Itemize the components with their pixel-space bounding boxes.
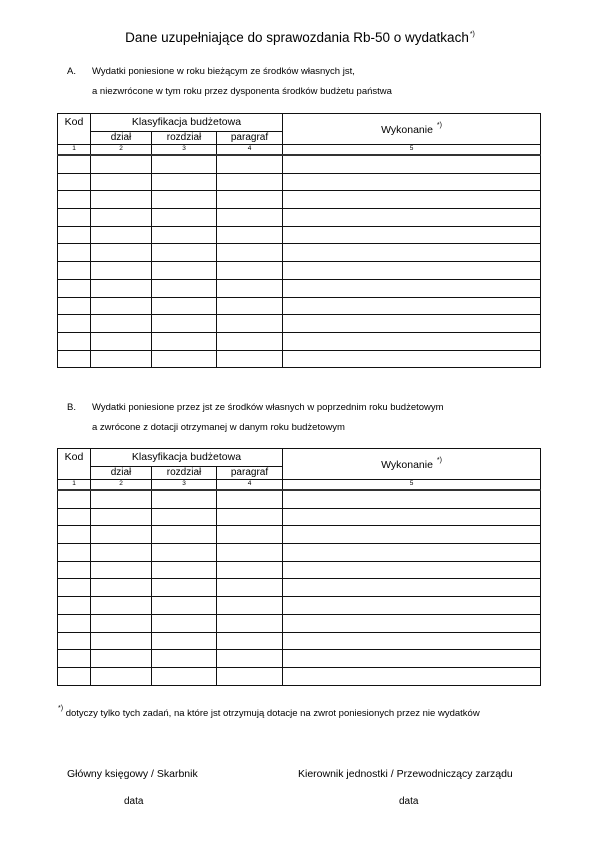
document-title-text: Dane uzupełniające do sprawozdania Rb-50 o wydatkach: [125, 30, 469, 45]
cell-paragraf[interactable]: [217, 332, 283, 350]
cell-paragraf[interactable]: [217, 350, 283, 368]
table-row: [58, 561, 541, 579]
cell-kod[interactable]: [58, 332, 91, 350]
header-dzial: dział: [91, 132, 152, 145]
table-row: [58, 614, 541, 632]
cell-rozdzial[interactable]: [152, 297, 217, 315]
cell-paragraf[interactable]: [217, 279, 283, 297]
cell-kod[interactable]: [58, 667, 91, 685]
table-row: [58, 508, 541, 526]
col-number-5: 5: [283, 480, 541, 491]
signature-left-role: Główny księgowy / Skarbnik: [67, 768, 198, 780]
cell-kod[interactable]: [58, 490, 91, 508]
table-row: [58, 544, 541, 562]
cell-wykonanie[interactable]: [283, 155, 541, 173]
cell-kod[interactable]: [58, 526, 91, 544]
cell-paragraf[interactable]: [217, 614, 283, 632]
cell-kod[interactable]: [58, 226, 91, 244]
cell-wykonanie[interactable]: [283, 226, 541, 244]
header-wykonanie-label: Wykonanie: [381, 459, 433, 472]
section-a-heading: [67, 62, 392, 102]
cell-dzial[interactable]: [91, 209, 152, 227]
cell-wykonanie[interactable]: [283, 244, 541, 262]
cell-dzial[interactable]: [91, 597, 152, 615]
document-title: [0, 30, 600, 45]
cell-dzial[interactable]: [91, 526, 152, 544]
section-b-heading: [67, 398, 444, 438]
col-number-5: 5: [283, 145, 541, 156]
table-row: [58, 526, 541, 544]
cell-kod[interactable]: [58, 244, 91, 262]
signature-right-date: data: [399, 796, 419, 807]
cell-kod[interactable]: [58, 561, 91, 579]
cell-kod[interactable]: [58, 315, 91, 333]
cell-kod[interactable]: [58, 579, 91, 597]
section-b-letter: B.: [67, 402, 76, 413]
cell-rozdzial[interactable]: [152, 209, 217, 227]
cell-wykonanie[interactable]: [283, 209, 541, 227]
footnote: [57, 705, 480, 719]
cell-paragraf[interactable]: [217, 191, 283, 209]
table-b: [57, 448, 541, 686]
cell-rozdzial[interactable]: [152, 544, 217, 562]
cell-dzial[interactable]: [91, 544, 152, 562]
cell-paragraf[interactable]: [217, 526, 283, 544]
cell-wykonanie[interactable]: [283, 279, 541, 297]
cell-dzial[interactable]: [91, 244, 152, 262]
cell-kod[interactable]: [58, 508, 91, 526]
table-row: [58, 490, 541, 508]
header-kod: Kod: [58, 114, 91, 145]
cell-dzial[interactable]: [91, 350, 152, 368]
cell-paragraf[interactable]: [217, 155, 283, 173]
cell-rozdzial[interactable]: [152, 526, 217, 544]
cell-dzial[interactable]: [91, 490, 152, 508]
cell-kod[interactable]: [58, 209, 91, 227]
cell-wykonanie[interactable]: [283, 262, 541, 280]
col-number-3: 3: [152, 145, 217, 156]
cell-rozdzial[interactable]: [152, 490, 217, 508]
cell-kod[interactable]: [58, 262, 91, 280]
cell-dzial[interactable]: [91, 155, 152, 173]
cell-wykonanie[interactable]: [283, 297, 541, 315]
table-row: [58, 350, 541, 368]
cell-dzial[interactable]: [91, 579, 152, 597]
section-b-line2: a zwrócone z dotacji otrzymanej w danym roku budżetowym: [92, 422, 345, 433]
cell-kod[interactable]: [58, 191, 91, 209]
header-rozdzial: rozdział: [152, 467, 217, 480]
cell-wykonanie[interactable]: [283, 173, 541, 191]
cell-wykonanie[interactable]: [283, 579, 541, 597]
cell-rozdzial[interactable]: [152, 226, 217, 244]
col-number-2: 2: [91, 145, 152, 156]
cell-rozdzial[interactable]: [152, 579, 217, 597]
cell-paragraf[interactable]: [217, 262, 283, 280]
cell-dzial[interactable]: [91, 297, 152, 315]
cell-paragraf[interactable]: [217, 244, 283, 262]
cell-wykonanie[interactable]: [283, 650, 541, 668]
cell-rozdzial[interactable]: [152, 173, 217, 191]
table-row: [58, 579, 541, 597]
table-row: [58, 667, 541, 685]
col-number-1: 1: [58, 145, 91, 156]
cell-kod[interactable]: [58, 173, 91, 191]
cell-rozdzial[interactable]: [152, 262, 217, 280]
table-row: [58, 332, 541, 350]
cell-dzial[interactable]: [91, 632, 152, 650]
cell-rozdzial[interactable]: [152, 667, 217, 685]
cell-rozdzial[interactable]: [152, 597, 217, 615]
cell-wykonanie[interactable]: [283, 508, 541, 526]
table-row: [58, 226, 541, 244]
cell-paragraf[interactable]: [217, 209, 283, 227]
cell-kod[interactable]: [58, 614, 91, 632]
cell-rozdzial[interactable]: [152, 614, 217, 632]
section-a-line2: a niezwrócone w tym roku przez dysponenta środków budżetu państwa: [92, 86, 392, 97]
cell-kod[interactable]: [58, 350, 91, 368]
table-row: [58, 597, 541, 615]
cell-rozdzial[interactable]: [152, 279, 217, 297]
cell-wykonanie[interactable]: [283, 350, 541, 368]
cell-paragraf[interactable]: [217, 597, 283, 615]
cell-rozdzial[interactable]: [152, 650, 217, 668]
col-number-3: 3: [152, 480, 217, 491]
table-b-body: [58, 490, 541, 685]
cell-paragraf[interactable]: [217, 544, 283, 562]
table-row: [58, 279, 541, 297]
table-a: [57, 113, 541, 368]
table-row: [58, 244, 541, 262]
cell-wykonanie[interactable]: [283, 597, 541, 615]
cell-dzial[interactable]: [91, 173, 152, 191]
cell-wykonanie[interactable]: [283, 667, 541, 685]
table-row: [58, 650, 541, 668]
table-row: [58, 297, 541, 315]
section-a-line1: Wydatki poniesione w roku bieżącym ze środków własnych jst,: [92, 66, 355, 77]
table-row: [58, 173, 541, 191]
cell-wykonanie[interactable]: [283, 632, 541, 650]
cell-wykonanie[interactable]: [283, 544, 541, 562]
table-row: [58, 262, 541, 280]
cell-paragraf[interactable]: [217, 297, 283, 315]
cell-rozdzial[interactable]: [152, 332, 217, 350]
cell-dzial[interactable]: [91, 191, 152, 209]
cell-rozdzial[interactable]: [152, 244, 217, 262]
table-row: [58, 315, 541, 333]
cell-dzial[interactable]: [91, 667, 152, 685]
header-paragraf: paragraf: [217, 467, 283, 480]
signature-right-role: Kierownik jednostki / Przewodniczący zarządu: [298, 768, 513, 780]
cell-dzial[interactable]: [91, 614, 152, 632]
cell-paragraf[interactable]: [217, 226, 283, 244]
signature-left-date: data: [124, 796, 144, 807]
footnote-marker: *): [58, 705, 64, 712]
cell-dzial[interactable]: [91, 561, 152, 579]
cell-rozdzial[interactable]: [152, 350, 217, 368]
col-number-2: 2: [91, 480, 152, 491]
table-row: [58, 155, 541, 173]
col-number-4: 4: [217, 145, 283, 156]
wykonanie-footnote-marker: *): [436, 457, 442, 465]
cell-rozdzial[interactable]: [152, 191, 217, 209]
cell-wykonanie[interactable]: [283, 315, 541, 333]
cell-rozdzial[interactable]: [152, 315, 217, 333]
cell-dzial[interactable]: [91, 650, 152, 668]
cell-dzial[interactable]: [91, 315, 152, 333]
cell-rozdzial[interactable]: [152, 632, 217, 650]
cell-wykonanie[interactable]: [283, 614, 541, 632]
header-dzial: dział: [91, 467, 152, 480]
header-wykonanie: [283, 114, 541, 145]
cell-rozdzial[interactable]: [152, 155, 217, 173]
cell-dzial[interactable]: [91, 279, 152, 297]
cell-kod[interactable]: [58, 597, 91, 615]
cell-paragraf[interactable]: [217, 561, 283, 579]
header-klasyfikacja: Klasyfikacja budżetowa: [91, 114, 283, 132]
cell-wykonanie[interactable]: [283, 332, 541, 350]
cell-paragraf[interactable]: [217, 667, 283, 685]
cell-kod[interactable]: [58, 279, 91, 297]
header-klasyfikacja: Klasyfikacja budżetowa: [91, 449, 283, 467]
cell-dzial[interactable]: [91, 332, 152, 350]
wykonanie-footnote-marker: *): [436, 122, 442, 130]
table-row: [58, 209, 541, 227]
header-paragraf: paragraf: [217, 132, 283, 145]
header-rozdzial: rozdział: [152, 132, 217, 145]
cell-rozdzial[interactable]: [152, 508, 217, 526]
cell-kod[interactable]: [58, 632, 91, 650]
cell-kod[interactable]: [58, 544, 91, 562]
cell-wykonanie[interactable]: [283, 191, 541, 209]
cell-rozdzial[interactable]: [152, 561, 217, 579]
table-a-body: [58, 155, 541, 368]
cell-dzial[interactable]: [91, 226, 152, 244]
cell-paragraf[interactable]: [217, 650, 283, 668]
header-kod: Kod: [58, 449, 91, 480]
cell-paragraf[interactable]: [217, 632, 283, 650]
section-b-line1: Wydatki poniesione przez jst ze środków własnych w poprzednim roku budżetowym: [92, 402, 444, 413]
cell-kod[interactable]: [58, 155, 91, 173]
cell-dzial[interactable]: [91, 508, 152, 526]
cell-paragraf[interactable]: [217, 315, 283, 333]
cell-wykonanie[interactable]: [283, 526, 541, 544]
cell-paragraf[interactable]: [217, 508, 283, 526]
cell-kod[interactable]: [58, 650, 91, 668]
cell-wykonanie[interactable]: [283, 561, 541, 579]
section-a-letter: A.: [67, 66, 76, 77]
title-footnote-marker: *): [469, 31, 475, 38]
table-row: [58, 632, 541, 650]
cell-dzial[interactable]: [91, 262, 152, 280]
cell-paragraf[interactable]: [217, 579, 283, 597]
header-wykonanie-label: Wykonanie: [381, 124, 433, 137]
col-number-1: 1: [58, 480, 91, 491]
footnote-text: dotyczy tylko tych zadań, na które jst otrzymują dotacje na zwrot poniesionych przez nie wydatków: [65, 708, 480, 719]
cell-kod[interactable]: [58, 297, 91, 315]
cell-wykonanie[interactable]: [283, 490, 541, 508]
header-wykonanie: [283, 449, 541, 480]
cell-paragraf[interactable]: [217, 173, 283, 191]
table-row: [58, 191, 541, 209]
col-number-4: 4: [217, 480, 283, 491]
cell-paragraf[interactable]: [217, 490, 283, 508]
